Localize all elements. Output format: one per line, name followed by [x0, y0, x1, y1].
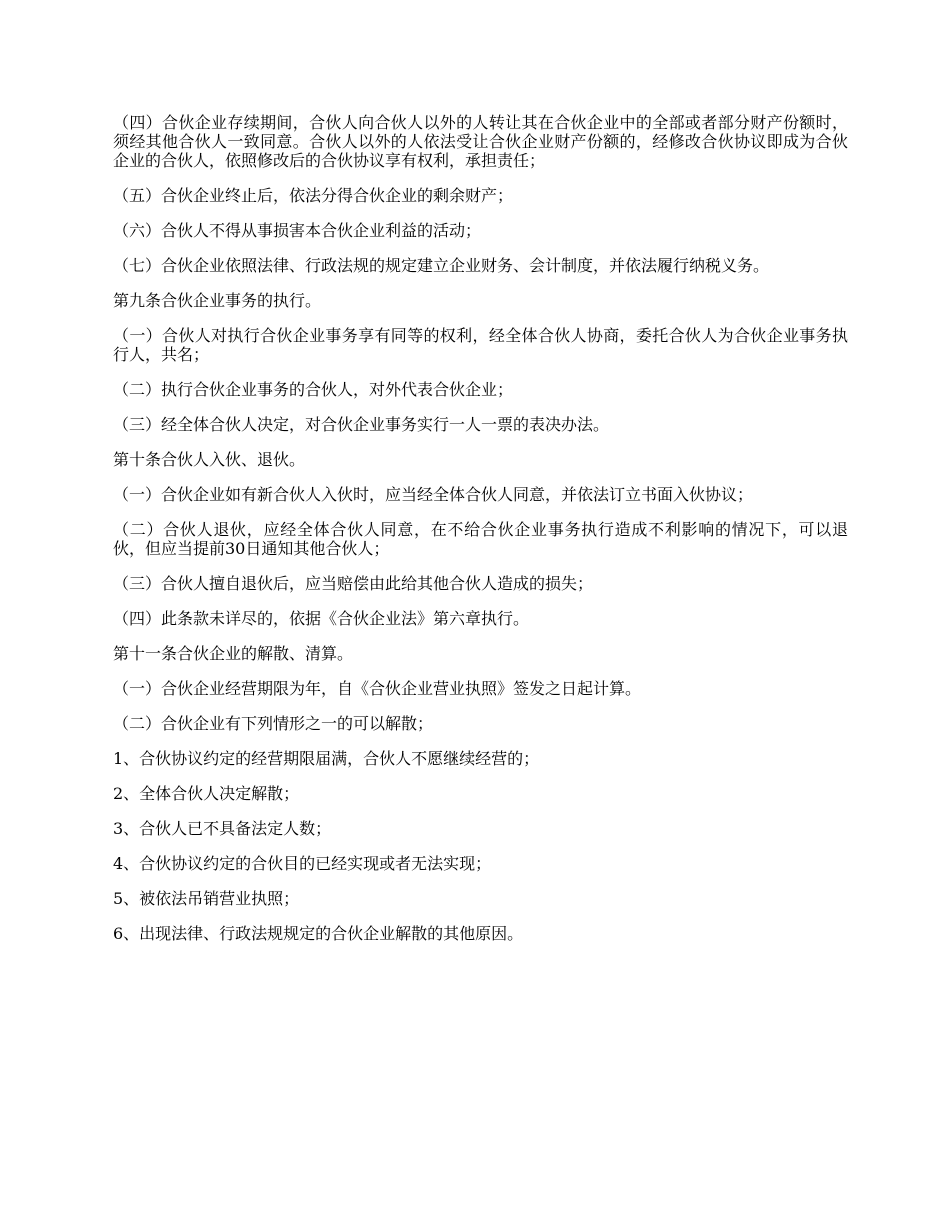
article-heading: 第十一条合伙企业的解散、清算。 [113, 644, 354, 663]
list-item: 1、合伙协议约定的经营期限届满，合伙人不愿继续经营的； [113, 749, 540, 768]
clause-paragraph: （七）合伙企业依照法律、行政法规的规定建立企业财务、会计制度，并依法履行纳税义务。 [113, 256, 770, 275]
list-item: 2、全体合伙人决定解散； [113, 784, 300, 803]
article-heading: 第十条合伙人入伙、退伙。 [113, 450, 306, 469]
clause-paragraph: （五）合伙企业终止后，依法分得合伙企业的剩余财产； [113, 186, 514, 205]
clause-paragraph: （四）此条款未详尽的，依据《合伙企业法》第六章执行。 [113, 609, 530, 628]
clause-paragraph: （六）合伙人不得从事损害本合伙企业利益的活动； [113, 221, 482, 240]
clause-paragraph: （三）合伙人擅自退伙后，应当赔偿由此给其他合伙人造成的损失； [113, 574, 594, 593]
clause-paragraph: （一）合伙企业经营期限为年，自《合伙企业营业执照》签发之日起计算。 [113, 679, 642, 698]
article-heading: 第九条合伙企业事务的执行。 [113, 291, 322, 310]
list-item: 4、合伙协议约定的合伙目的已经实现或者无法实现； [113, 854, 492, 873]
clause-paragraph: （二）执行合伙企业事务的合伙人，对外代表合伙企业； [113, 380, 514, 399]
clause-paragraph: （二）合伙人退伙，应经全体合伙人同意，在不给合伙企业事务执行造成不利影响的情况下，可以退伙，但应当提前30日通知其他合伙人； [113, 520, 848, 558]
list-item: 5、被依法吊销营业执照； [113, 889, 300, 908]
list-item: 6、出现法律、行政法规规定的合伙企业解散的其他原因。 [113, 924, 524, 943]
clause-paragraph: （三）经全体合伙人决定，对合伙企业事务实行一人一票的表决办法。 [113, 415, 610, 434]
document-body [113, 113, 848, 959]
clause-paragraph: （一）合伙人对执行合伙企业事务享有同等的权利，经全体合伙人协商，委托合伙人为合伙企业事务执行人，共名； [113, 326, 848, 364]
list-item: 3、合伙人已不具备法定人数； [113, 819, 332, 838]
clause-paragraph: （二）合伙企业有下列情形之一的可以解散； [113, 714, 434, 733]
clause-paragraph: （四）合伙企业存续期间，合伙人向合伙人以外的人转让其在合伙企业中的全部或者部分财产份额时，须经其他合伙人一致同意。合伙人以外的人依法受让合伙企业财产份额的，经修改合伙协议即成为合伙企业的合伙人，依照修改后的合伙协议享有权利，承担责任； [113, 113, 848, 170]
clause-paragraph: （一）合伙企业如有新合伙人入伙时，应当经全体合伙人同意，并依法订立书面入伙协议； [113, 485, 754, 504]
